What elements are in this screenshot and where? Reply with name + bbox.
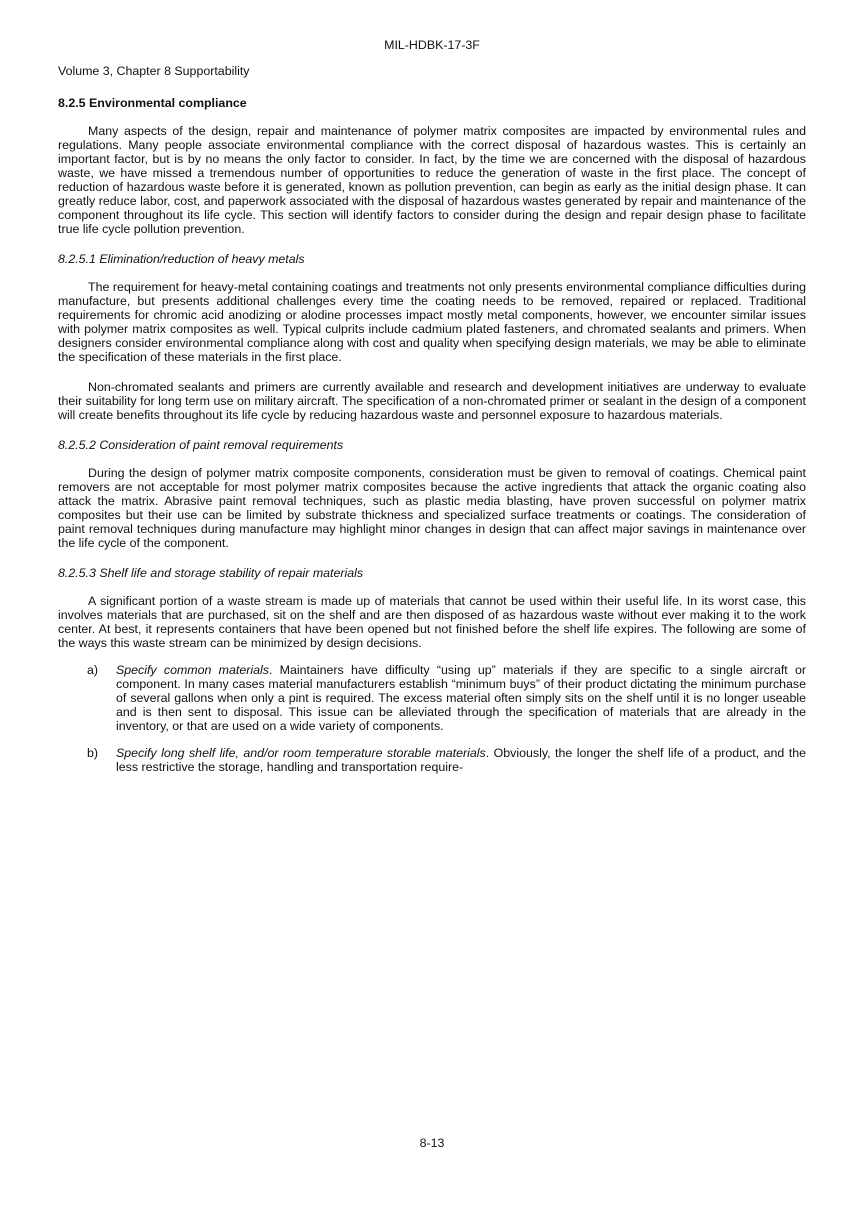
- list-item-body: . Maintainers have difficulty “using up” materials if they are specific to a single aircraft or component. In many cases material manufacturers establish “minimum buys” of their product dictating the minimum purchase of several gallons when only a pint is required. The excess material often simply sits on the shelf until it is no longer useable and is then sent to disposal. This issue can be alleviated through the specification of materials that are already in the inventory, or that are used on a wide variety of components.: [116, 663, 806, 733]
- subsection-heading-shelf-life: 8.2.5.3 Shelf life and storage stability of repair materials: [58, 566, 364, 580]
- heavy-metals-paragraph-2: Non-chromated sealants and primers are currently available and research and development initiatives are underway to evaluate their suitability for long term use on military aircraft. The specification of a non-chromated primer or sealant in the design of a component will create benefits throughout its life cycle by reducing hazardous waste and personnel exposure to hazardous materials.: [58, 380, 806, 422]
- list-item: [58, 746, 806, 774]
- subsection-heading-paint-removal: 8.2.5.2 Consideration of paint removal requirements: [58, 438, 344, 452]
- document-page: [58, 38, 806, 787]
- list-item-lead: Specify common materials: [116, 663, 269, 677]
- shelf-life-paragraph: A significant portion of a waste stream is made up of materials that cannot be used within their useful life. In its worst case, this involves materials that are purchased, sit on the shelf and are then disposed of as hazardous waste without ever making it to the work center. At best, it represents containers that have been opened but not finished before the shelf life expires. The following are some of the ways this waste stream can be minimized by design decisions.: [58, 594, 806, 650]
- section-heading: 8.2.5 Environmental compliance: [58, 96, 247, 110]
- list-item-text: [116, 746, 806, 774]
- subsection-heading-heavy-metals: 8.2.5.1 Elimination/reduction of heavy metals: [58, 252, 305, 266]
- running-head: Volume 3, Chapter 8 Supportability: [58, 64, 250, 78]
- list-item-marker: a): [87, 663, 99, 677]
- document-id: MIL-HDBK-17-3F: [384, 38, 480, 52]
- heavy-metals-paragraph-1: The requirement for heavy-metal containing coatings and treatments not only presents environmental compliance difficulties during manufacture, but presents additional challenges every time the coating needs to be removed, repaired or replaced. Traditional requirements for chromic acid anodizing or alodine processes impact mostly metal components, however, we encounter similar issues with polymer matrix composites as well. Typical culprits include cadmium plated fasteners, and chromated sealants and primers. When designers consider environmental compliance along with cost and quality when specifying design materials, we may be able to eliminate the specification of these materials in the first place.: [58, 280, 806, 364]
- list-item-marker: b): [87, 746, 99, 760]
- list-item-body: . Obviously, the longer the shelf life of a product, and the less restrictive the storage, handling and transportation require-: [116, 746, 806, 774]
- page-number: 8-13: [419, 1136, 445, 1150]
- list-item-lead: Specify long shelf life, and/or room temperature storable materials: [116, 746, 486, 760]
- design-decisions-list: [58, 663, 806, 774]
- section-intro-paragraph: Many aspects of the design, repair and maintenance of polymer matrix composites are impacted by environmental rules and regulations. Many people associate environmental compliance with the correct disposal of hazardous wastes. This is certainly an important factor, but is by no means the only factor to consider. In fact, by the time we are concerned with the disposal of hazardous waste, we have missed a tremendous number of opportunities to reduce the generation of waste in the first place. The concept of reduction of hazardous waste before it is generated, known as pollution prevention, can begin as early as the initial design phase. It can greatly reduce labor, cost, and paperwork associated with the disposal of hazardous wastes generated by repair and maintenance of the component throughout its life cycle. This section will identify factors to consider during the design and repair design phase to facilitate true life cycle pollution prevention.: [58, 124, 806, 236]
- paint-removal-paragraph: During the design of polymer matrix composite components, consideration must be given to removal of coatings. Chemical paint removers are not acceptable for most polymer matrix composites because the active ingredients that attack the organic coating also attack the matrix. Abrasive paint removal techniques, such as plastic media blasting, have proven successful on polymer matrix composites but their use can be limited by substrate thickness and specialized surface treatments or coatings. The consideration of paint removal techniques during manufacture may highlight minor changes in design that can affect major savings in maintenance over the life cycle of the component.: [58, 466, 806, 550]
- list-item: [58, 663, 806, 733]
- list-item-text: [116, 663, 806, 733]
